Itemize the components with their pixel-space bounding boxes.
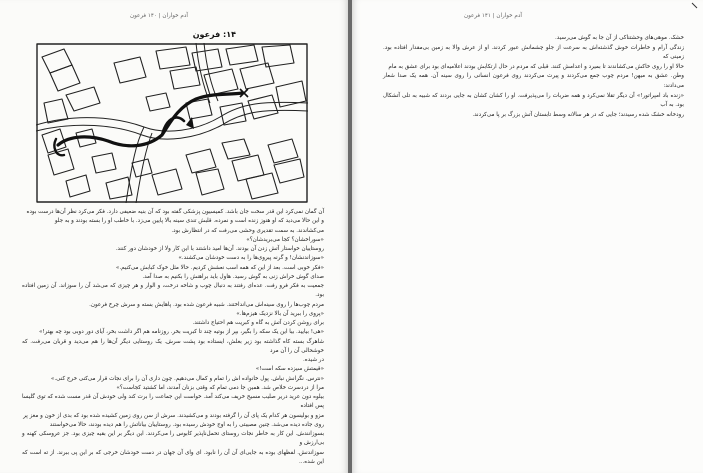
paragraph: «سوراخشان؟ کجا می‌بریدشان؟» <box>246 236 324 243</box>
paragraph: مردم چوب‌ها را روی سینه‌اش می‌انداختند. شبیه فرعون شده بود. پاهایش بسته و سرش چرخ فرعون. <box>89 301 324 308</box>
paragraph: صدای گوش خراش زنی به گوش رسید. هاول باید براهنش را بکنیم به صدا آمد. <box>142 273 324 280</box>
paragraph: «فکر خوبی است. بعد از این که همه اسب نعشش کردیم. حالا مثل خوک کبابش می‌کنیم.» <box>115 264 324 271</box>
right-page-body <box>383 34 684 120</box>
paragraph: سوزاندنش. لفظها‌ی بوده به جایی‌ای آن آن را نابود. ای وای آن جهان در دست خودشان خرجی که بر این پی ببرند. از ته است که این شده... <box>22 449 324 465</box>
village-map-illustration <box>36 43 308 203</box>
paragraph: وطن. عشق به میهن! مردم چوب جمع می‌کردند و پیرت می‌کردند روی فرعون انسانی را روی سینه آن. همه یک صدا شعار می‌دادند: <box>383 73 684 89</box>
paragraph: روی جاده دیده می‌شد. چنین مصیبتی را به اوج خودش رسیده بود. روستاییان بیاناتش را هم دیده بودند، حالا می‌خواستند <box>49 421 324 428</box>
paragraph: «سوزاندنشان! و گرنه پیروی‌ها را به دست خودشان می‌کشند.» <box>178 255 324 262</box>
page-header: آدم خواران | ۱۴۰ فرعون <box>130 13 188 19</box>
paragraph: «پروی را ببرید آن بالا نزدیک هیزم‌ها.» <box>236 310 324 317</box>
left-page <box>0 0 348 473</box>
paragraph: روستاییان خواستار آتش زدن آن بودند. آن‌ها امید داشتند با این کار ولا از خودشان دور کنند. <box>115 246 324 252</box>
paragraph: در شیده. <box>303 357 324 363</box>
paragraph: «قیمتش سیزده سکه است!» <box>255 366 324 373</box>
chapter-title: ۱۴: فرعون <box>192 30 236 39</box>
paragraph: «نترس. نگرانش نباش. پول خانواده اش را تمام و کمال می‌دهیم. چون داری آن را برای نجات قرار می‌کنی خرج کنی.» <box>50 375 324 382</box>
paragraph: «هی! بیایید. بیا این یک سکه را بگیر، بپر از بوتیه چند تا کبریت بخر. روزنامه هم اگر داشت بخر، آیای دور دوبی بود چه بهتر!» <box>38 329 324 336</box>
paragraph: «زنده باد امپراتور!» آن دیگر تقلا نمی‌کرد و همه ضربات را می‌پذیرفت. او را کشان کشان به جایی بردند که شبیه به تلی آتشکال بود. به آب <box>383 92 684 109</box>
paragraph: رودخانه خشک شده رسیدند؛ جایی که در هر سالانه وسط تابستان آتش بزرگ بر پا می‌کردند. <box>472 111 684 118</box>
paragraph: می‌کشاندند. به سمت تقدیری وحشی می‌رفت که در انتظارش بود. <box>171 227 324 234</box>
paragraph: برای روشن کردن آتش به گاه و کبریت هم احتیاج داشتند. <box>192 320 324 326</box>
left-page-body <box>22 208 324 467</box>
page-header: آدم خواران | ۱۴۱ فرعون <box>464 13 522 19</box>
paragraph: شاهرگ بسته کاه گذاشته بود زیر بغلش، ایستاده بود پشت سرش. یک روستایی دیگر آن‌ها را هم می‌دید و قربان می‌رفت. که خوشحالی آن را آن مرد <box>22 338 324 354</box>
paragraph: زندگی آرام و خاطرات خوش گذشته‌اش به سرعت از جلو چشمانش عبور کردند. او از عرش والا به زمین بی‌مقدار افتاده بود. زمینی که <box>383 44 684 61</box>
paragraph: مزو و بولیسون هر کدام یک پای آن را گرفته بودند و می‌کشیدند. سرش از سن روی زمین کشیده شده بود که بدی از خون و مغز پر <box>23 412 324 419</box>
right-page <box>352 0 703 473</box>
paragraph: و این حالا می‌دید که او هنوز زنده است و نمرده. قلبش تندی سینه بالا پایین می‌زد. با خاطب او را بسته بودند و به جلو <box>54 218 324 225</box>
paragraph: جمعیت به فکر فرو رفت. عده‌ای رفتند به دنبال چوب و شاخه درخت، و الوار و هر چیزی که می‌شد آن را سوزاند. آن زمین افتاده بود. <box>22 283 324 299</box>
paragraph: مرا از دردسرت خلاص شد. همین جا دمی تمام که وقتی بزنان آمدند، اما کشتید کجاست؟» <box>116 384 324 391</box>
paragraph: خشک. موهی‌های وحشتناکی از آن جا به گوش می‌رسید. <box>554 35 684 41</box>
paragraph: حالا او را روی خاکش می‌کشاندند تا بمیرد و اعدامش کنند. قبلی که مردم در حال ارتکابش بودند اعلامیه‌ای بود برای عشق به مام <box>388 63 684 70</box>
paragraph: آن گمان نمی‌کرد این قدر سخت جان باشد. کمیسیون پزشکی گفته بود که آن بنیه ضعیفی دارد. فکر می‌کرد نظر آن‌ها درست بوده <box>26 209 324 215</box>
paragraph: بیلوه دون عرید دریر صلیب مسیح خریف می‌کند آمد. خواست این جماعت را برت کند ولی خودش آن قدر مست شده که توی گلیسا پس افتاده <box>22 394 324 410</box>
page-corner-mark <box>691 2 699 10</box>
paragraph: بسوزانندش. این کار به خاطر نجات روستای تحمل‌ناپذیر کابوس را می‌کردند. این دیگر بر این بقیه چیزی بود. جز عروسکی کهنه و بی‌ارزش و <box>22 431 324 447</box>
